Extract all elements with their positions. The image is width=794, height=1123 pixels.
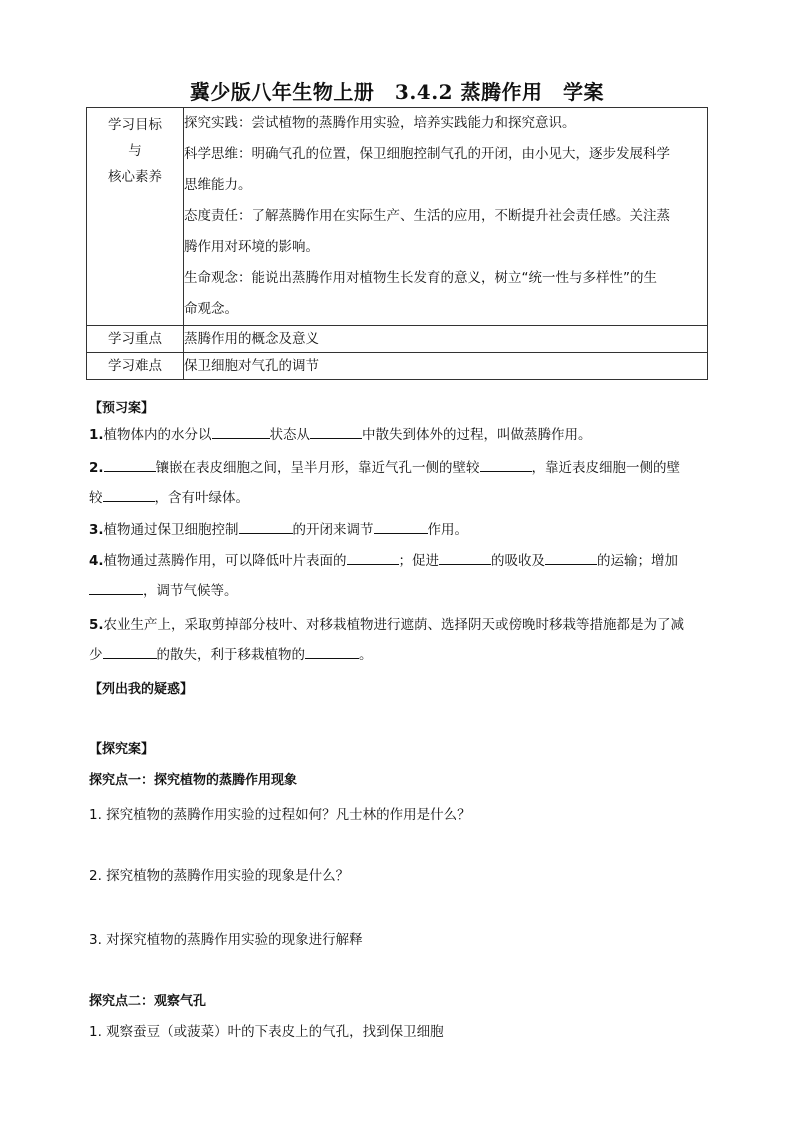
difficulty-row: [87, 353, 708, 380]
preview-question-3: [89, 515, 719, 545]
page-title: 冀少版八年生物上册 3.4.2 蒸腾作用 学案: [189, 80, 605, 104]
question-text: 植物通过蒸腾作用，可以降低叶片表面的: [103, 553, 347, 569]
objectives-content-cell: [184, 108, 708, 326]
question-text: ，调节气候等。: [143, 583, 238, 599]
question-number: 2.: [89, 460, 104, 476]
question-text: 作用。: [427, 522, 469, 538]
answer-blank[interactable]: [104, 457, 156, 472]
question-number: 5.: [89, 617, 104, 633]
question-text: 植物体内的水分以: [103, 427, 212, 443]
preview-heading: 【预习案】: [89, 401, 155, 416]
difficulty-value: 保卫细胞对气孔的调节: [184, 353, 708, 380]
objectives-table: [86, 107, 708, 380]
preview-question-4: [89, 546, 719, 606]
question-text: 中散失到体外的过程，叫做蒸腾作用。: [362, 427, 592, 443]
inquiry-question: 1. 观察蚕豆（或菠菜）叶的下表皮上的气孔，找到保卫细胞: [89, 1024, 444, 1040]
objectives-label-line: 核心素养: [108, 169, 162, 185]
answer-blank[interactable]: [212, 424, 270, 439]
answer-blank[interactable]: [374, 519, 428, 534]
question-text: 少: [89, 647, 103, 663]
answer-blank[interactable]: [103, 644, 157, 659]
question-text: ，含有叶绿体。: [154, 490, 249, 506]
objective-line: 命观念。: [184, 301, 238, 317]
objective-line: 思维能力。: [184, 177, 252, 193]
question-text: 的吸收及: [491, 553, 546, 569]
answer-blank[interactable]: [239, 519, 293, 534]
objective-line: 科学思维：明确气孔的位置，保卫细胞控制气孔的开闭，由小见大，逐步发展科学: [184, 146, 670, 162]
objective-line: 腾作用对环境的影响。: [184, 239, 319, 255]
key-point-value: 蒸腾作用的概念及意义: [184, 326, 708, 353]
answer-blank[interactable]: [305, 644, 359, 659]
answer-blank[interactable]: [89, 580, 143, 595]
question-text: 镶嵌在表皮细胞之间，呈半月形，靠近气孔一侧的壁较: [155, 460, 480, 476]
objective-line: 探究实践：尝试植物的蒸腾作用实验，培养实践能力和探究意识。: [184, 115, 576, 131]
inquiry-point-2: 探究点二：观察气孔: [89, 994, 207, 1009]
objective-line: 生命观念：能说出蒸腾作用对植物生长发育的意义，树立“统一性与多样性”的生: [184, 270, 657, 286]
inquiry-point-1: 探究点一：探究植物的蒸腾作用现象: [89, 773, 298, 788]
answer-blank[interactable]: [480, 457, 532, 472]
key-point-label: 学习重点: [87, 326, 184, 353]
question-text: 。: [359, 647, 373, 663]
answer-blank[interactable]: [103, 487, 155, 502]
question-text: 的散失，利于移栽植物的: [156, 647, 305, 663]
question-text: ，靠近表皮细胞一侧的壁: [531, 460, 681, 476]
key-point-row: [87, 326, 708, 353]
question-text: 的开闭来调节: [292, 522, 374, 538]
preview-question-1: [89, 420, 719, 450]
inquiry-heading: 【探究案】: [89, 742, 155, 757]
question-number: 1.: [89, 427, 104, 443]
question-text: 状态从: [269, 427, 311, 443]
preview-question-2: [89, 453, 719, 513]
question-text: 农业生产上，采取剪掉部分枝叶、对移栽植物进行遮荫、选择阴天或傍晚时移栽等措施都是为了减: [103, 617, 685, 633]
doubts-heading: 【列出我的疑惑】: [89, 682, 194, 697]
question-text: 的运输；增加: [597, 553, 679, 569]
question-number: 3.: [89, 522, 104, 538]
inquiry-question: 3. 对探究植物的蒸腾作用实验的现象进行解释: [89, 932, 363, 948]
answer-blank[interactable]: [545, 550, 597, 565]
objectives-label-line: 与: [128, 143, 142, 159]
question-text: 较: [89, 490, 103, 506]
answer-blank[interactable]: [310, 424, 362, 439]
answer-blank[interactable]: [347, 550, 399, 565]
objectives-row: [87, 108, 708, 326]
preview-question-5: [89, 610, 719, 670]
objectives-label-line: 学习目标: [108, 117, 162, 133]
inquiry-question: 1. 探究植物的蒸腾作用实验的过程如何？凡士林的作用是什么？: [89, 807, 471, 823]
question-text: 植物通过保卫细胞控制: [103, 522, 239, 538]
objectives-label-cell: [87, 108, 184, 326]
objective-line: 态度责任：了解蒸腾作用在实际生产、生活的应用，不断提升社会责任感。关注蒸: [184, 208, 670, 224]
question-number: 4.: [89, 553, 104, 569]
question-text: ；促进: [398, 553, 440, 569]
inquiry-question: 2. 探究植物的蒸腾作用实验的现象是什么？: [89, 868, 350, 884]
difficulty-label: 学习难点: [87, 353, 184, 380]
answer-blank[interactable]: [439, 550, 491, 565]
